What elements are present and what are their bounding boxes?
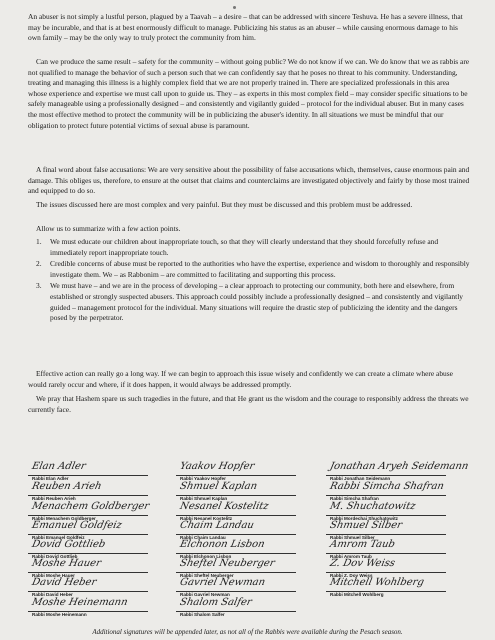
signatory-name: Rabbi Amrom Taub — [330, 554, 372, 559]
handwritten-signature: Shalom Salfer — [178, 597, 253, 608]
handwritten-signature: Rabbi Simcha Shafran — [328, 481, 445, 492]
handwritten-signature: Z. Dov Weiss — [328, 558, 397, 569]
handwritten-signature: Moshe Heinemann — [30, 597, 129, 608]
handwritten-signature: Chaim Landau — [178, 520, 255, 531]
signatory-name: Rabbi David Heber — [32, 592, 73, 597]
handwritten-signature: Emanuel Goldfeiz — [30, 520, 123, 531]
handwritten-signature: Reuben Arieh — [30, 481, 103, 492]
action-point-number: 3. — [36, 281, 42, 291]
signatory-name: Rabbi Moshe Hauer — [32, 573, 75, 578]
action-point — [28, 281, 470, 323]
handwritten-signature: Menachem Goldberger — [30, 501, 151, 512]
action-points-list — [28, 237, 470, 324]
signatory-name: Rabbi Elchonon Lisbon — [180, 554, 232, 559]
action-point — [28, 237, 470, 258]
paragraph-complex-issues: The issues discussed here are most complex and very painful. But they must be discussed and this problem must be addressed. — [36, 200, 413, 209]
paragraph-prayer: We pray that Hashem spare us such tragedies in the future, and that He grant us the wisdom and the courage to responsibly address the threats we currently face. — [28, 394, 469, 414]
paragraph-false-accusations: A final word about false accusations: We are very sensitive about the possibility of false accusations which, themselves, cause enormous pain and damage. This obliges us, therefore, to ensure at the outset that claims and counterclaims are investigated objectively and fairly by those most trained and equipped to do so. — [28, 165, 470, 196]
signatory-name: Rabbi Dovid Gottlieb — [32, 554, 78, 559]
signatory-name: Rabbi Gavriel Newman — [180, 592, 230, 597]
signatory-name: Rabbi Jonathan Seidemann — [330, 476, 391, 481]
handwritten-signature: Gavriel Newman — [178, 577, 267, 588]
signatory-name: Rabbi Nesanel Kostelitz — [180, 516, 233, 521]
signature-block — [28, 462, 478, 627]
punch-mark — [233, 6, 236, 9]
signature — [176, 598, 326, 620]
handwritten-signature: Mitchell Wohlberg — [328, 577, 425, 588]
signatory-name: Rabbi Shmuel Kaplan — [180, 496, 228, 501]
action-point — [28, 259, 470, 280]
action-point-number: 2. — [36, 259, 42, 269]
footer-note: Additional signatures will be appended later, as not all of the Rabbis were available during the Pesach season. — [92, 628, 403, 636]
signatory-name: Rabbi Moshe Heinemann — [32, 612, 87, 617]
handwritten-signature: Jonathan Aryeh Seidemann — [328, 461, 470, 472]
action-point-text: We must have – and we are in the process of developing – a clear approach to protecting our community, both here and elsewhere, from established or strongly suspected abusers. This approach could possibly include a professionally designed – and consistently and vigilantly guided – management protocol for the individual. Many situations will require the drastic step of publicizing the identity and the dangers posed by the perpetrator. — [50, 281, 463, 323]
signatory-name: Rabbi Chaim Landau — [180, 535, 226, 540]
handwritten-signature: Moshe Hauer — [30, 558, 102, 569]
action-point-text: We must educate our children about inappropriate touch, so that they will clearly understand that they should forcefully refuse and immediately report inappropriate touch. — [50, 237, 439, 257]
action-point-text: Credible concerns of abuse must be reported to the authorities who have the expertise, experience and wisdom to thoroughly and responsibly investigate them. We – as Rabbonim – are committed to facilitating and supporting this process. — [50, 259, 470, 279]
paragraph-going-public: Can we produce the same result – safety for the community – without going public? We do not know if we can. We do know that we as rabbis are not qualified to manage the behavior of such a person such that we can confidently say that he poses no threat to his community. Understanding, treating and managing this illness is a highly complex field that we are not properly trained in. There are specialized professionals in this area whose experience and expertise we must call upon to guide us. They – as experts in this most complex field – may consider specific situations to be safely manageable using a professionally designed – and consistently and vigilantly guided – protocol for the individual abuser. But in many cases the most effective method to protect the community will be in publicizing the abuser's identity. In all situations we must be mindful that our obligation to protect future potential victims of sexual abuse is paramount. — [28, 57, 470, 130]
handwritten-signature: Elan Adler — [30, 461, 87, 472]
handwritten-signature: Shmuel Kaplan — [178, 481, 259, 492]
handwritten-signature: Dovid Gottlieb — [30, 539, 107, 550]
signatory-name: Rabbi Elan Adler — [32, 476, 69, 481]
signatory-name: Rabbi Yaakov Hopfer — [180, 476, 226, 481]
handwritten-signature: Nesanel Kostelitz — [178, 501, 270, 512]
paragraph-effective-action: Effective action can really go a long way. If we can begin to approach this issue wisely and confidently we can create a climate where abuse would rarely occur and where, if it does happen, it would always be addressed promptly. — [28, 369, 453, 389]
handwritten-signature: David Heber — [30, 577, 98, 588]
signatory-name: Rabbi Simcha Shafran — [330, 496, 379, 501]
handwritten-signature: Elchonon Lisbon — [178, 539, 266, 550]
signatory-name: Rabbi Menachem Goldberger — [32, 516, 96, 521]
action-point-number: 1. — [36, 237, 42, 246]
paragraph-summary-intro: Allow us to summarize with a few action points. — [36, 224, 181, 233]
signatory-name: Rabbi Shalom Salfer — [180, 612, 225, 617]
handwritten-signature: Amrom Taub — [328, 539, 397, 550]
signatory-name: Rabbi Mitchell Wohlberg — [330, 592, 384, 597]
paragraph-abuser-illness: An abuser is not simply a lustful person, plagued by a Taavah – a desire – that can be addressed with sincere Teshuva. He has a severe illness, that may be incurable, and that is at best enormously difficult to manage. Publicizing his status as an abuser – while causing enormous damage to his own family – may be the only way to truly protect the community from him. — [28, 12, 463, 43]
handwritten-signature: M. Shuchatowitz — [328, 501, 417, 512]
handwritten-signature: Sheftel Neuberger — [178, 558, 276, 569]
signatory-name: Rabbi Z. Dov Weiss — [330, 573, 373, 578]
handwritten-signature: Shmuel Silber — [328, 520, 404, 531]
signatory-name: Rabbi Emanuel Goldfeiz — [32, 535, 85, 540]
signatory-name: Rabbi Reuben Arieh — [32, 496, 76, 501]
signatory-name: Rabbi Shmuel Silber — [330, 535, 375, 540]
handwritten-signature: Yaakov Hopfer — [178, 461, 256, 472]
signature — [326, 578, 476, 600]
signature — [28, 598, 178, 620]
signatory-name: Rabbi Mordechai Shuchatowitz — [330, 516, 398, 521]
signatory-name: Rabbi Sheftel Neuberger — [180, 573, 234, 578]
